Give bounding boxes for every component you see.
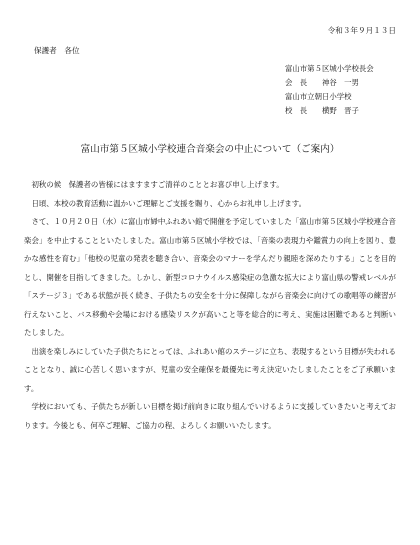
addressee: 保護者 各位 (34, 46, 80, 55)
sender-principal: 校 長 横野 晋子 (285, 106, 359, 115)
closing-paragraph: 学校においても、子供たちが新しい目標を掲げ前向きに取り組んでいけるように支援していきたいと考えております。今後とも、何卒ご理解、ご協力の程、よろしくお願いいたします。 (24, 402, 396, 430)
thanks-paragraph: 日頃、本校の教育活動に温かいご理解とご支援を賜り、心からお礼申し上げます。 (31, 198, 307, 208)
greeting-paragraph: 初秋の候 保護者の皆様にはますますご清祥のこととお喜び申し上げます。 (31, 180, 284, 189)
sender-chair: 会 長 神谷 一男 (285, 78, 359, 87)
document-body (24, 176, 396, 435)
apology-paragraph: 出演を楽しみにしていた子供たちにとっては、ふれあい館のステージに立ち、表現するという目標が失われることとなり、誠に心苦しく思いますが、児童の安全確保を最優先に考え決定いたしましたことをご了承願います。 (24, 346, 396, 393)
document-title: 富山市第５区城小学校連合音楽会の中止について（ご案内） (80, 144, 340, 155)
document-date: 令和３年９月１３日 (327, 26, 396, 35)
sender-association: 富山市第５区城小学校長会 (285, 64, 374, 73)
sender-school: 富山市立朝日小学校 (285, 92, 352, 101)
cancellation-paragraph: さて、１０月２０日（水）に富山市婦中ふれあい館で開催を予定していました「富山市第５区城小学校連合音楽会」を中止することといたしました。富山市第５区城小学校では、「音楽の表現力や鑑賞力の向上を図り、豊かな感性を育む」「他校の児童の発表を聴き合い、音楽会のマナーを学んだり親睦を深めたりする」ことを目的とし、開催を目指してきました。しかし、新型コロナウイルス感染症の急激な拡大により富山県の警戒レベルが「ステージ３」である状態が長く続き、子供たちの安全を十分に保障しながら音楽会に向けての歌唱等の練習が行えないこと、バス移動や会場における感染リスクが高いこと等を総合的に考え、実施は困難であると判断いたしました。 (24, 217, 396, 337)
